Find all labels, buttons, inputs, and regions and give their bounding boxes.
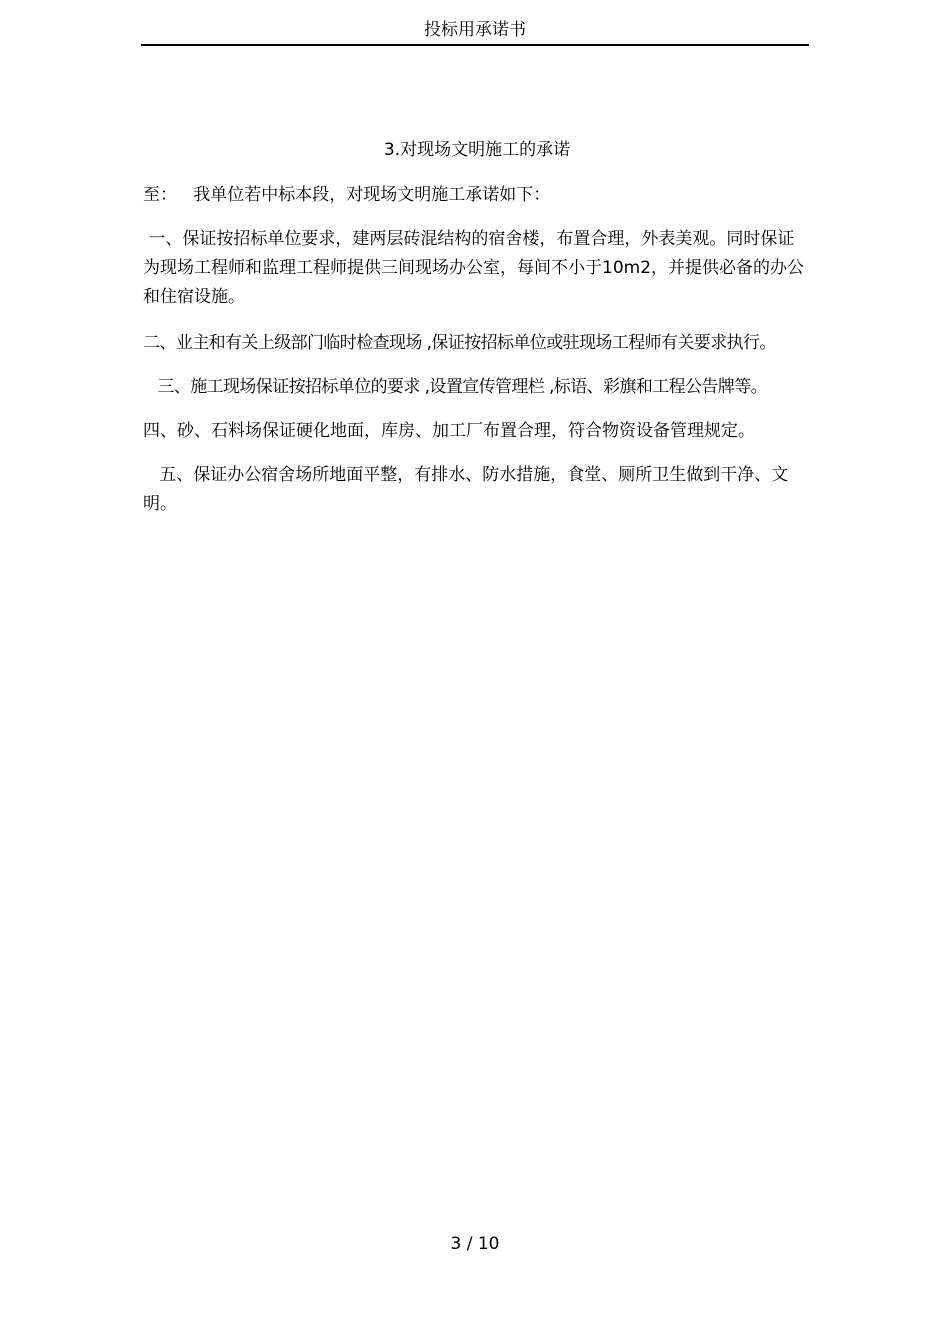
section-title: 3.对现场文明施工的承诺 — [383, 140, 571, 160]
paragraph-item-4: 四、砂、石料场保证硬化地面，库房、加工厂布置合理，符合物资设备管理规定。 — [143, 421, 755, 441]
document-body — [143, 136, 811, 534]
page-header — [141, 0, 809, 46]
header-rule — [141, 44, 809, 46]
paragraph-item-2: 二、业主和有关上级部门临时检查现场 ,保证按招标单位或驻现场工程师有关要求执行。 — [143, 333, 776, 353]
paragraph-item-1: 一、保证按招标单位要求，建两层砖混结构的宿舍楼，布置合理，外表美观。同时保证为现场工程师和监理工程师提供三间现场办公室，每间不小于10m2，并提供必备的办公和住宿设施。 — [143, 229, 805, 307]
paragraph-item-3: 三、施工现场保证按招标单位的要求 ,设置宣传管理栏 ,标语、彩旗和工程公告牌等。 — [143, 377, 768, 397]
header-title: 投标用承诺书 — [424, 20, 526, 40]
page-number: 3 / 10 — [450, 1234, 500, 1254]
paragraph-salutation: 至： 我单位若中标本段，对现场文明施工承诺如下： — [143, 185, 551, 205]
paragraph-item-5: 五、保证办公宿舍场所地面平整，有排水、防水措施，食堂、厕所卫生做到干净、文明。 — [143, 465, 789, 514]
